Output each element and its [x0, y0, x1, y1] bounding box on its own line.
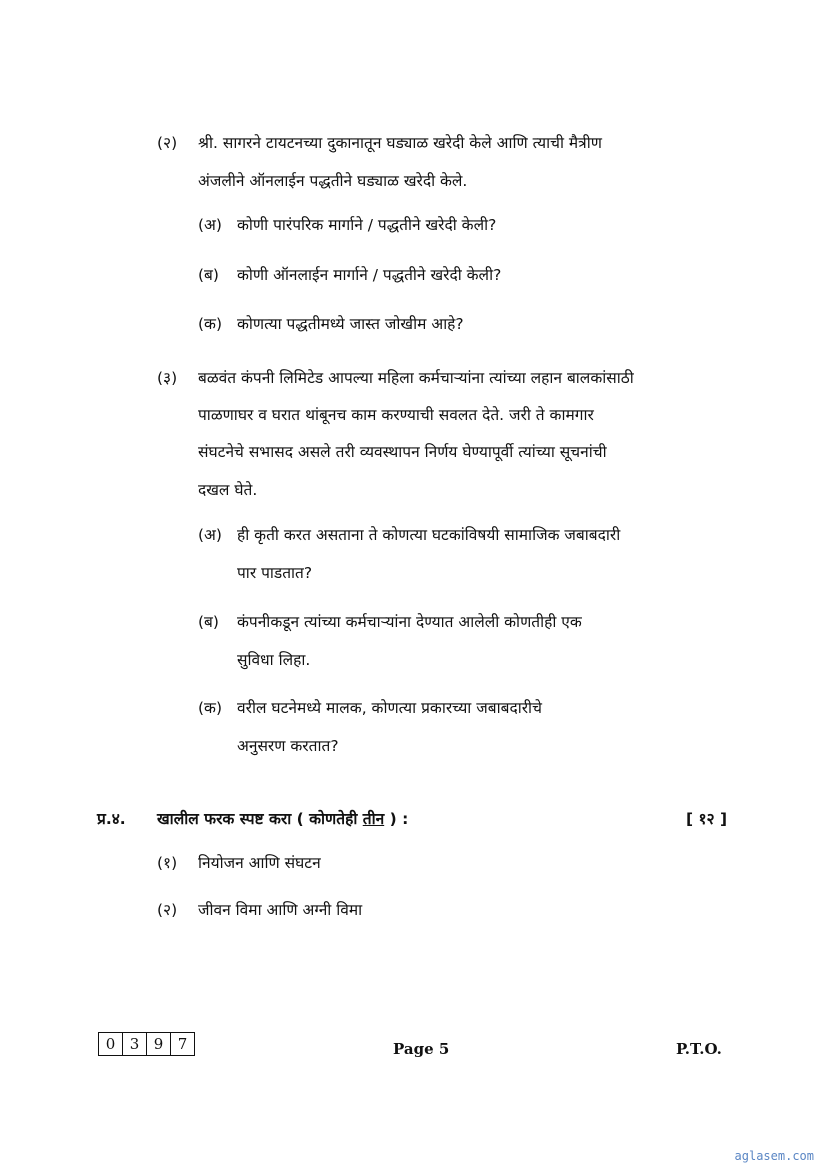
q2-sub-b-number: (ब): [198, 266, 219, 284]
q2-text-line2: अंजलीने ऑनलाईन पद्धतीने घड्याळ खरेदी केले.: [198, 172, 468, 190]
q4-heading-post: ) :: [384, 810, 409, 828]
q3-number: (३): [157, 369, 178, 387]
q2-text-line1: श्री. सागरने टायटनच्या दुकानातून घड्याळ खरेदी केले आणि त्याची मैत्रीण: [198, 134, 602, 152]
code-digit: 7: [177, 1035, 188, 1053]
q3-sub-b-number: (ब): [198, 613, 219, 631]
q3-sub-c-line2: अनुसरण करतात?: [237, 737, 339, 755]
q3-sub-a-number: (अ): [198, 526, 222, 544]
q3-sub-a-line2: पार पाडतात?: [237, 564, 313, 582]
paper-code-box: [98, 1032, 195, 1056]
q3-text-line2: पाळणाघर व घरात थांबूनच काम करण्याची सवलत देते. जरी ते कामगार: [198, 406, 594, 424]
code-digit: 0: [99, 1033, 123, 1055]
page-number: Page 5: [393, 1040, 450, 1058]
watermark: aglasem.com: [734, 1149, 814, 1163]
q4-item1-number: (१): [157, 854, 178, 872]
q3-sub-c-line1: वरील घटनेमध्ये मालक, कोणत्या प्रकारच्या जबाबदारीचे: [237, 699, 542, 717]
q4-item2-number: (२): [157, 901, 178, 919]
code-digit: 9: [147, 1033, 171, 1055]
q3-text-line1: बळवंत कंपनी लिमिटेड आपल्या महिला कर्मचाऱ्यांना त्यांच्या लहान बालकांसाठी: [198, 369, 634, 387]
q4-label: प्र.४.: [97, 810, 126, 828]
code-digit: 3: [123, 1033, 147, 1055]
q3-text-line3: संघटनेचे सभासद असले तरी व्यवस्थापन निर्णय घेण्यापूर्वी त्यांच्या सूचनांची: [198, 443, 607, 461]
q2-sub-a-number: (अ): [198, 216, 222, 234]
q4-heading-pre: खालील फरक स्पष्ट करा ( कोणतेही: [157, 810, 363, 828]
q3-sub-b-line1: कंपनीकडून त्यांच्या कर्मचाऱ्यांना देण्यात आलेली कोणतीही एक: [237, 613, 582, 631]
q2-sub-b: कोणी ऑनलाईन मार्गाने / पद्धतीने खरेदी केली?: [237, 266, 502, 284]
q4-item1: नियोजन आणि संघटन: [198, 854, 321, 872]
q3-sub-c-number: (क): [198, 699, 222, 717]
q2-sub-c-number: (क): [198, 315, 222, 333]
pto-label: P.T.O.: [676, 1040, 722, 1058]
q3-sub-b-line2: सुविधा लिहा.: [237, 651, 311, 669]
q4-marks: [ १२ ]: [686, 810, 728, 828]
q2-sub-a: कोणी पारंपरिक मार्गाने / पद्धतीने खरेदी केली?: [237, 216, 497, 234]
q4-heading-underlined: तीन: [362, 810, 385, 828]
q4-item2: जीवन विमा आणि अग्नी विमा: [198, 901, 363, 919]
q3-sub-a-line1: ही कृती करत असताना ते कोणत्या घटकांविषयी सामाजिक जबाबदारी: [237, 526, 621, 544]
q3-text-line4: दखल घेते.: [198, 481, 258, 499]
q4-heading: [157, 808, 408, 830]
q2-sub-c: कोणत्या पद्धतीमध्ये जास्त जोखीम आहे?: [237, 315, 464, 333]
q2-number: (२): [157, 134, 178, 152]
